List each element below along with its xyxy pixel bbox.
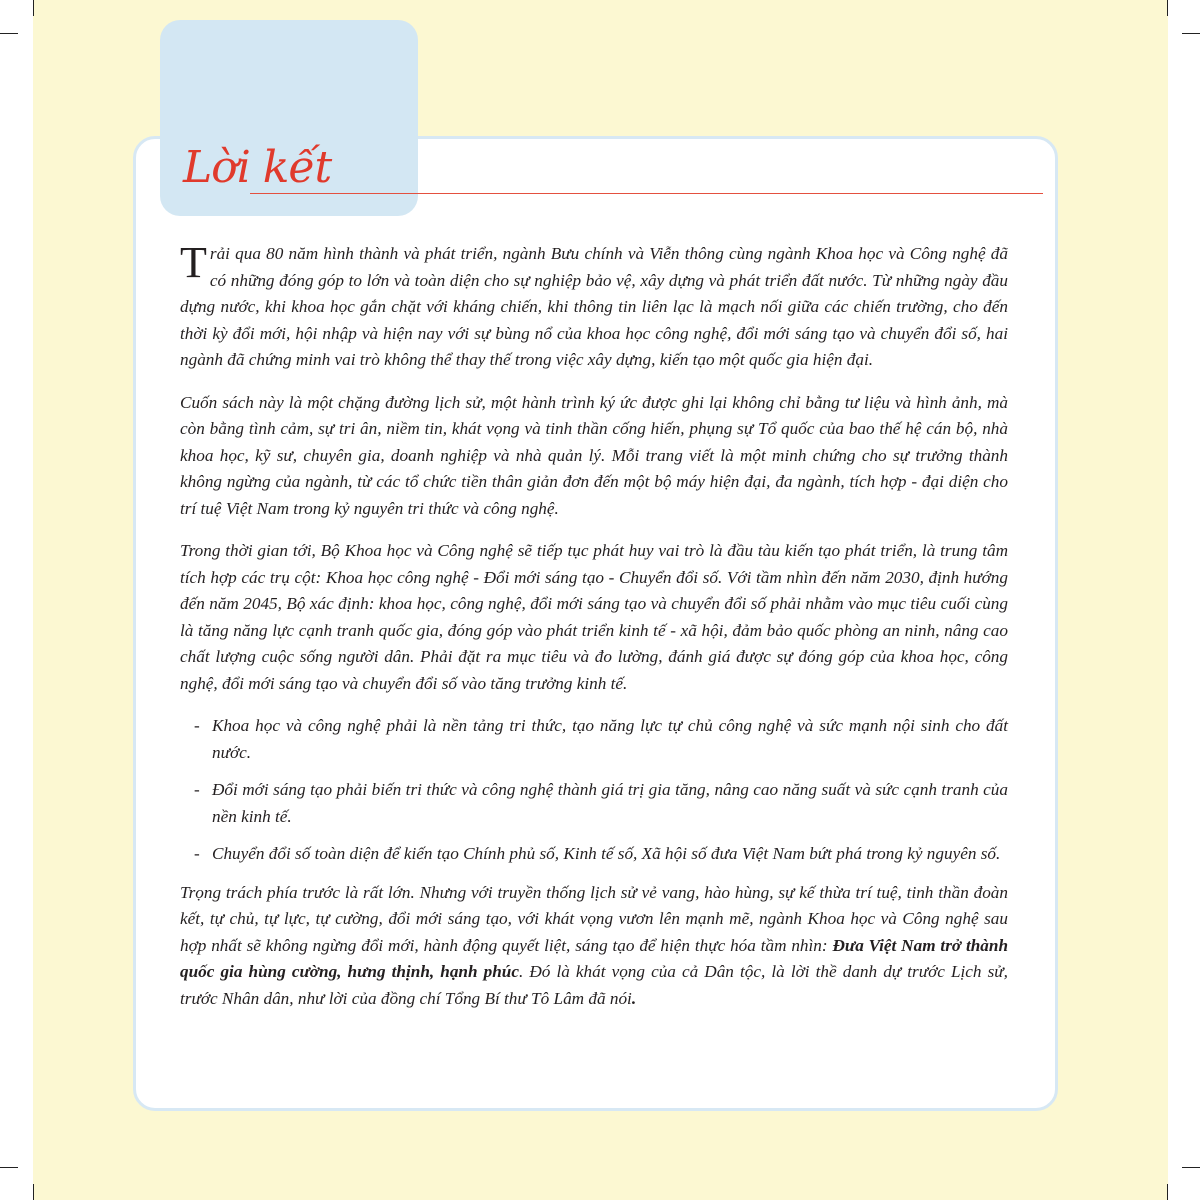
paragraph-3: Trong thời gian tới, Bộ Khoa học và Công nghệ sẽ tiếp tục phát huy vai trò là đầu tàu kiến tạo phát triển, là trung tâm tích hợp các trụ cột: Khoa học công nghệ - Đổi mới sáng tạo - Chuyển đổi số. Với tầm nhìn đến năm 2030, định hướng đến năm 2045, Bộ xác định: khoa học, công nghệ, đổi mới sáng tạo và chuyển đổi số phải nhằm vào mục tiêu cuối cùng là tăng năng lực cạnh tranh quốc gia, đóng góp vào phát triển kinh tế - xã hội, đảm bảo quốc phòng an ninh, nâng cao chất lượng cuộc sống người dân. Phải đặt ra mục tiêu và đo lường, đánh giá được sự đóng góp của khoa học, công nghệ, đổi mới sáng tạo và chuyển đổi số vào tăng trưởng kinh tế. (180, 541, 1008, 693)
body-text (180, 238, 1008, 1028)
crop-mark-top-left (33, 0, 34, 16)
bullet-dash: - (194, 844, 200, 863)
bullet-text: Chuyển đổi số toàn diện để kiến tạo Chính phủ số, Kinh tế số, Xã hội số đưa Việt Nam bứt phá trong kỷ nguyên số. (212, 844, 1001, 863)
vision-statement: Đưa Việt Nam trở thành quốc gia hùng cường, hưng thịnh, hạnh phúc (180, 935, 1008, 981)
paragraph-2: Cuốn sách này là một chặng đường lịch sử, một hành trình ký ức được ghi lại không chỉ bằng tư liệu và hình ảnh, mà còn bằng tình cảm, sự tri ân, niềm tin, khát vọng và tinh thần cống hiến, phụng sự Tổ quốc của bao thế hệ cán bộ, nhà khoa học, kỹ sư, chuyên gia, doanh nghiệp và nhà quản lý. Mỗi trang viết là một minh chứng cho sự trưởng thành không ngừng của ngành, từ các tổ chức tiền thân giản đơn đến một bộ máy hiện đại, đa ngành, tích hợp - đại diện cho trí tuệ Việt Nam trong kỷ nguyên tri thức và công nghệ. (180, 392, 1008, 518)
drop-cap: T (180, 238, 207, 287)
paragraph-1-text: rải qua 80 năm hình thành và phát triển, ngành Bưu chính và Viễn thông cùng ngành Khoa học và Công nghệ đã có những đóng góp to lớn và toàn diện cho sự nghiệp bảo vệ, xây dựng và phát triển đất nước. Từ những ngày đầu dựng nước, khi khoa học gắn chặt với kháng chiến, khi thông tin liên lạc là mạch nối giữa các chiến trường, cho đến thời kỳ đổi mới, hội nhập và hiện nay với sự bùng nổ của khoa học công nghệ, đổi mới sáng tạo và chuyển đổi số, hai ngành đã chứng minh vai trò không thể thay thế trong việc xây dựng, kiến tạo một quốc gia hiện đại. (180, 244, 1008, 369)
bullet-text: Khoa học và công nghệ phải là nền tảng tri thức, tạo năng lực tự chủ công nghệ và sức mạnh nội sinh cho đất nước. (212, 716, 1008, 762)
crop-mark-bottom-left (33, 1184, 34, 1200)
paragraph-4-end: . Đó là khát vọng của cả Dân tộc, là lời thề danh dự trước Lịch sử, trước Nhân dân, như lời của đồng chí Tổng Bí thư Tô Lâm đã nói (180, 962, 1008, 1008)
crop-mark-top-left-h (0, 33, 18, 34)
crop-mark-top-right (1167, 0, 1168, 16)
bullet-list (180, 713, 1008, 868)
title-underline (250, 193, 1043, 194)
list-item (180, 713, 1008, 766)
paragraph-4-final-period: . (631, 988, 637, 1008)
bullet-text: Đổi mới sáng tạo phải biến tri thức và công nghệ thành giá trị gia tăng, nâng cao năng suất và sức cạnh tranh của nền kinh tế. (212, 780, 1008, 826)
page-title: Lời kết (183, 142, 332, 193)
paragraph-1 (180, 238, 1008, 374)
list-item (180, 777, 1008, 830)
bullet-dash: - (194, 780, 200, 799)
list-item (180, 841, 1008, 868)
crop-mark-bottom-right (1167, 1184, 1168, 1200)
paragraph-4 (180, 880, 1008, 1013)
crop-mark-bottom-left-h (0, 1167, 18, 1168)
crop-mark-top-right-h (1182, 33, 1200, 34)
bullet-dash: - (194, 716, 200, 735)
paragraph-4-start: Trọng trách phía trước là rất lớn. Nhưng với truyền thống lịch sử vẻ vang, hào hùng, sự kế thừa trí tuệ, tinh thần đoàn kết, tự chủ, tự lực, tự cường, đổi mới sáng tạo, với khát vọng vươn lên mạnh mẽ, ngành Khoa học và Công nghệ sau hợp nhất sẽ không ngừng đổi mới, hành động quyết liệt, sáng tạo để hiện thực hóa tầm nhìn: (180, 882, 1008, 955)
crop-mark-bottom-right-h (1182, 1167, 1200, 1168)
